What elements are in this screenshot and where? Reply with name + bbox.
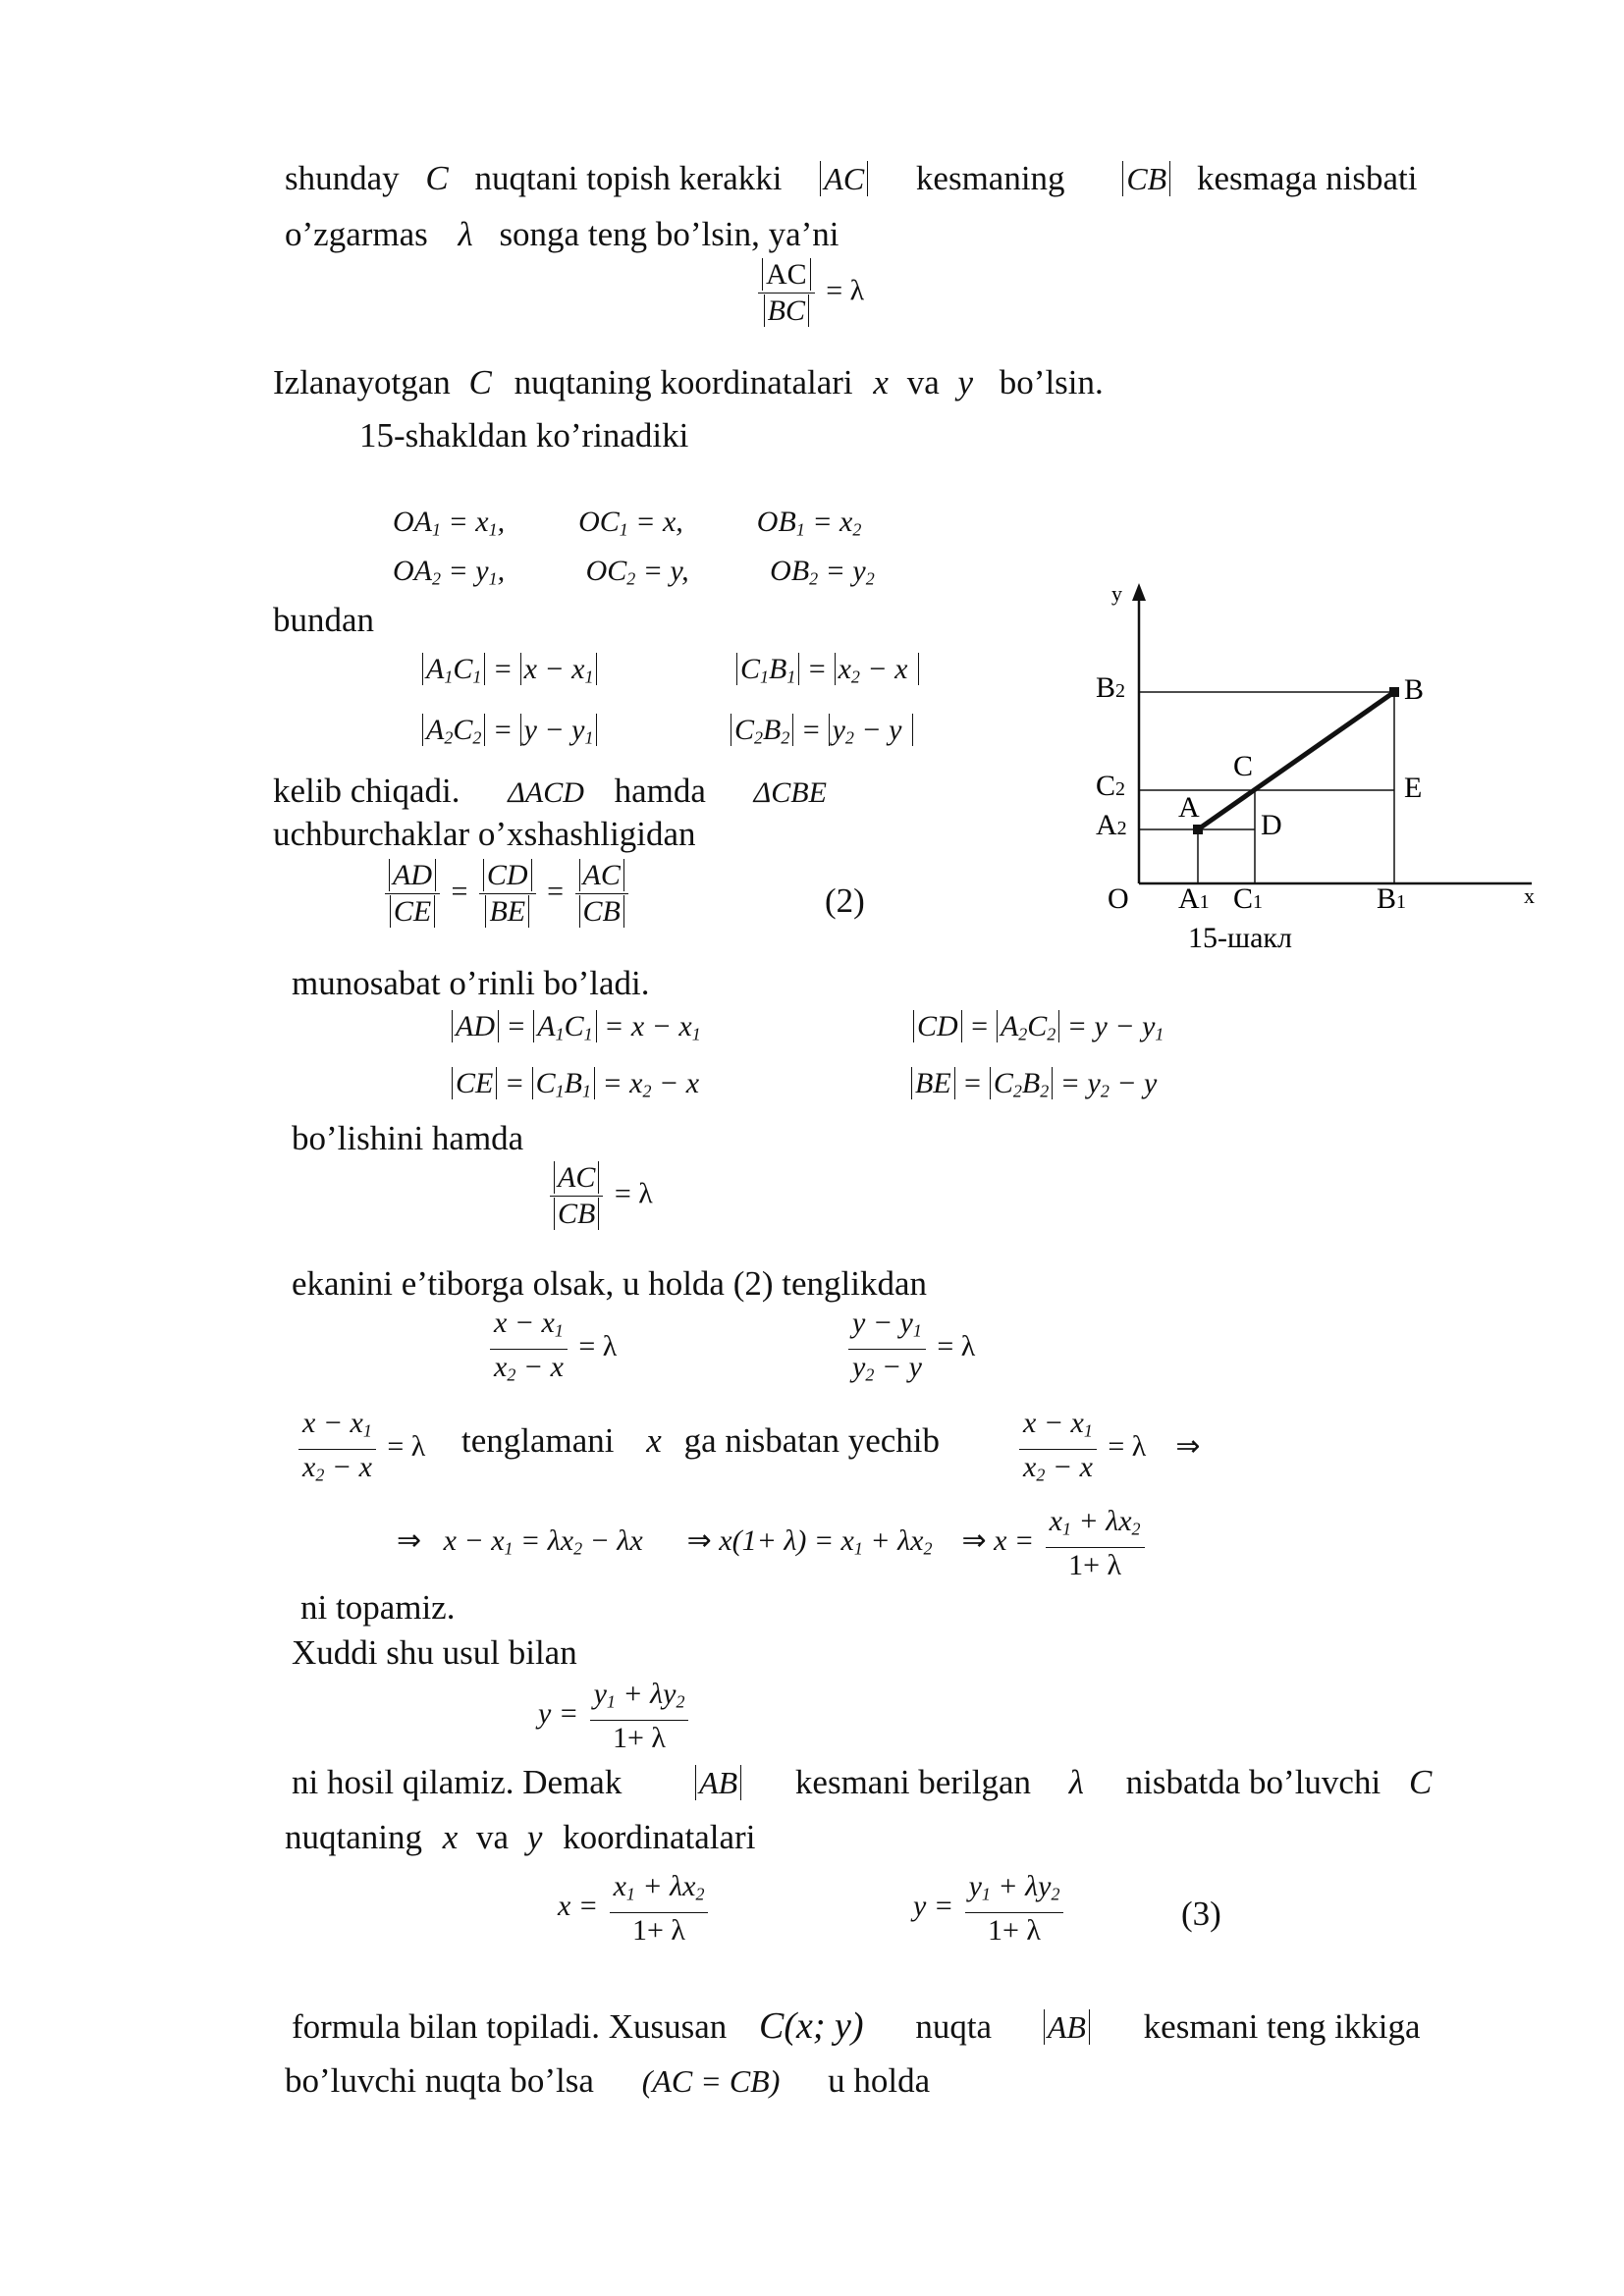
word: shunday: [285, 159, 400, 197]
word: ni hosil qilamiz. Demak: [292, 1763, 623, 1801]
label-A1: A1: [1178, 882, 1210, 915]
word: nuqtaning koordinatalari: [514, 363, 853, 401]
label-B: B: [1404, 673, 1425, 706]
abs-eq-2: $C_1B_1 = x_2 - x$: [736, 652, 919, 695]
word: Izlanayotgan: [273, 363, 451, 401]
word: kesmani berilgan: [794, 1763, 1031, 1801]
word: ga nisbatan yechib: [683, 1421, 941, 1460]
num: AC: [762, 258, 811, 291]
text-line: munosabat o’rinli bo’ladi.: [292, 964, 650, 1002]
point-A: [1193, 825, 1203, 834]
var-y: y: [957, 363, 974, 401]
abs-eq-8: BE = $C_2B_2 = y_2 - y$: [911, 1066, 1157, 1109]
equation-label-3: (3): [1181, 1895, 1221, 1933]
word: o’zgarmas: [285, 215, 428, 253]
var-x: x: [873, 363, 889, 401]
definitions-2: $OA_2 = y_1$, $OC_2 = y$, $OB_2 = y_2$: [393, 555, 875, 589]
word: nuqta: [915, 2007, 993, 2046]
figure-15: [1041, 569, 1551, 982]
label-y: y: [1111, 581, 1122, 606]
text-bundan: bundan: [273, 601, 375, 639]
word: koordinatalari: [563, 1818, 756, 1856]
text-line: tenglamani x ga nisbatan yechib: [461, 1421, 941, 1460]
text-line: [285, 215, 839, 254]
label-D: D: [1261, 809, 1282, 841]
equation-x-ratio-implies: $\frac{x - x_1}{x_2 - x}$ = λ ⇒: [1015, 1406, 1201, 1492]
definitions-1: $OA_1 = x_1$, $OC_1 = x$, $OB_1 = x_2$: [393, 506, 862, 540]
triangle-ACD: ΔACD: [508, 776, 584, 809]
segment-AB: [1198, 692, 1394, 829]
word: bo’luvchi nuqta bo’lsa: [285, 2061, 594, 2100]
text-line: Xuddi shu usul bilan: [292, 1633, 577, 1672]
label-x: x: [1524, 883, 1535, 908]
word: kesmani teng ikkiga: [1143, 2007, 1421, 2046]
text-line: ni hosil qilamiz. Demak AB kesmani berilgan λ nisbatda bo’luvchi C: [292, 1763, 1433, 1801]
abs-eq-3: $A_2C_2 = y - y_1$: [422, 713, 597, 756]
label-B2: B2: [1096, 671, 1126, 704]
word: va: [906, 363, 940, 401]
equation-2: $\frac{AD}{CE}$ = $\frac{CD}{BE}$ = $\frac{AC}{CB}$: [381, 858, 632, 930]
lambda: λ: [458, 215, 473, 253]
equation-label-2: (2): [825, 881, 865, 920]
word: kesmaning: [915, 159, 1065, 197]
label-E: E: [1404, 772, 1423, 804]
label-C1: C1: [1233, 882, 1264, 915]
text-line: ni topamiz.: [300, 1588, 456, 1627]
abs-eq-6: CD = $A_2C_2 = y - y_1$: [913, 1009, 1164, 1052]
text-line: nuqtaning x va y koordinatalari: [285, 1818, 756, 1856]
word: nisbatda bo’luvchi: [1125, 1763, 1381, 1801]
label-C: C: [1233, 750, 1254, 782]
text-line: [285, 2061, 930, 2101]
word: nuqtaning: [285, 1818, 422, 1856]
word: formula bilan topiladi. Xususan: [292, 2007, 728, 2046]
word: kelib chiqadi.: [273, 772, 460, 810]
text-line: [285, 159, 1527, 198]
text-line: [273, 363, 1104, 402]
text-line: formula bilan topiladi. Xususan C(x; y) nuqta AB kesmani teng ikkiga: [292, 2005, 1421, 2047]
word: kesmaga nisbati: [1196, 159, 1418, 197]
condition: (AC = CB): [641, 2063, 781, 2099]
text-line: uchburchaklar o’xshashligidan: [273, 815, 696, 853]
abs-eq-7: CE = $C_1B_1 = x_2 - x$: [452, 1066, 699, 1109]
abs-eq-4: $C_2B_2 = y_2 - y$: [731, 713, 913, 756]
label-C2: C2: [1096, 770, 1126, 802]
label-O: O: [1108, 882, 1129, 915]
var-C: C: [425, 159, 449, 197]
text-line: 15-shakldan ko’rinadiki: [359, 416, 689, 454]
text-line: [273, 772, 827, 811]
word: u holda: [828, 2061, 931, 2100]
seg-CB: CB: [1122, 161, 1170, 196]
equation-x-ratio-inline: $\frac{x - x_1}{x_2 - x}$ = λ: [295, 1406, 425, 1492]
equation-ratio: [754, 257, 864, 329]
equation-solve-x: ⇒ $x - x_1 = \lambda x_2 - \lambda x$ ⇒ $x(1+ \lambda) = x_1 + \lambda x_2$ ⇒ x = $\frac{x_1 + \lambda x_2}{1+ \lambda}$: [397, 1504, 1149, 1583]
figure-caption: 15-шакл: [1188, 922, 1292, 954]
equation-3-y: y = $\frac{y_1 + \lambda y_2}{1+ \lambda}$: [913, 1869, 1067, 1949]
den: BC: [764, 294, 809, 327]
abs-eq-5: AD = $A_1C_1 = x - x_1$: [452, 1009, 701, 1052]
equation-3-x: x = $\frac{x_1 + \lambda x_2}{1+ \lambda}$: [558, 1869, 712, 1949]
word: nuqtani topish kerakki: [474, 159, 783, 197]
text-line: ekanini e’tiborga olsak, u holda (2) tenglikdan: [292, 1264, 928, 1303]
var-C: C: [468, 363, 492, 401]
word: hamda: [614, 772, 706, 810]
word: tenglamani: [461, 1421, 615, 1460]
rhs: = λ: [826, 274, 865, 307]
triangle-CBE: ΔCBE: [753, 776, 827, 809]
label-B1: B1: [1377, 882, 1407, 915]
text-line: bo’lishini hamda: [292, 1119, 524, 1157]
label-A: A: [1178, 791, 1200, 824]
point-B: [1389, 687, 1399, 697]
point-C: C(x; y): [759, 2005, 864, 2047]
equation-ratio-2: $\frac{AC}{CB}$ = λ: [546, 1160, 653, 1232]
label-A2: A2: [1096, 809, 1127, 841]
equation-y-ratio: $\frac{y - y_1}{y_2 - y}$ = λ: [844, 1306, 975, 1392]
abs-eq-1: $A_1C_1 = x - x_1$: [422, 652, 597, 695]
word: songa teng bo’lsin, ya’ni: [499, 215, 839, 253]
seg-AC: AC: [820, 161, 868, 196]
equation-y: y = $\frac{y_1 + \lambda y_2}{1+ \lambda}$: [538, 1677, 692, 1756]
y-axis-arrow: [1132, 583, 1146, 601]
equation-x-ratio: $\frac{x - x_1}{x_2 - x}$ = λ: [486, 1306, 617, 1392]
word: bo’lsin.: [999, 363, 1104, 401]
